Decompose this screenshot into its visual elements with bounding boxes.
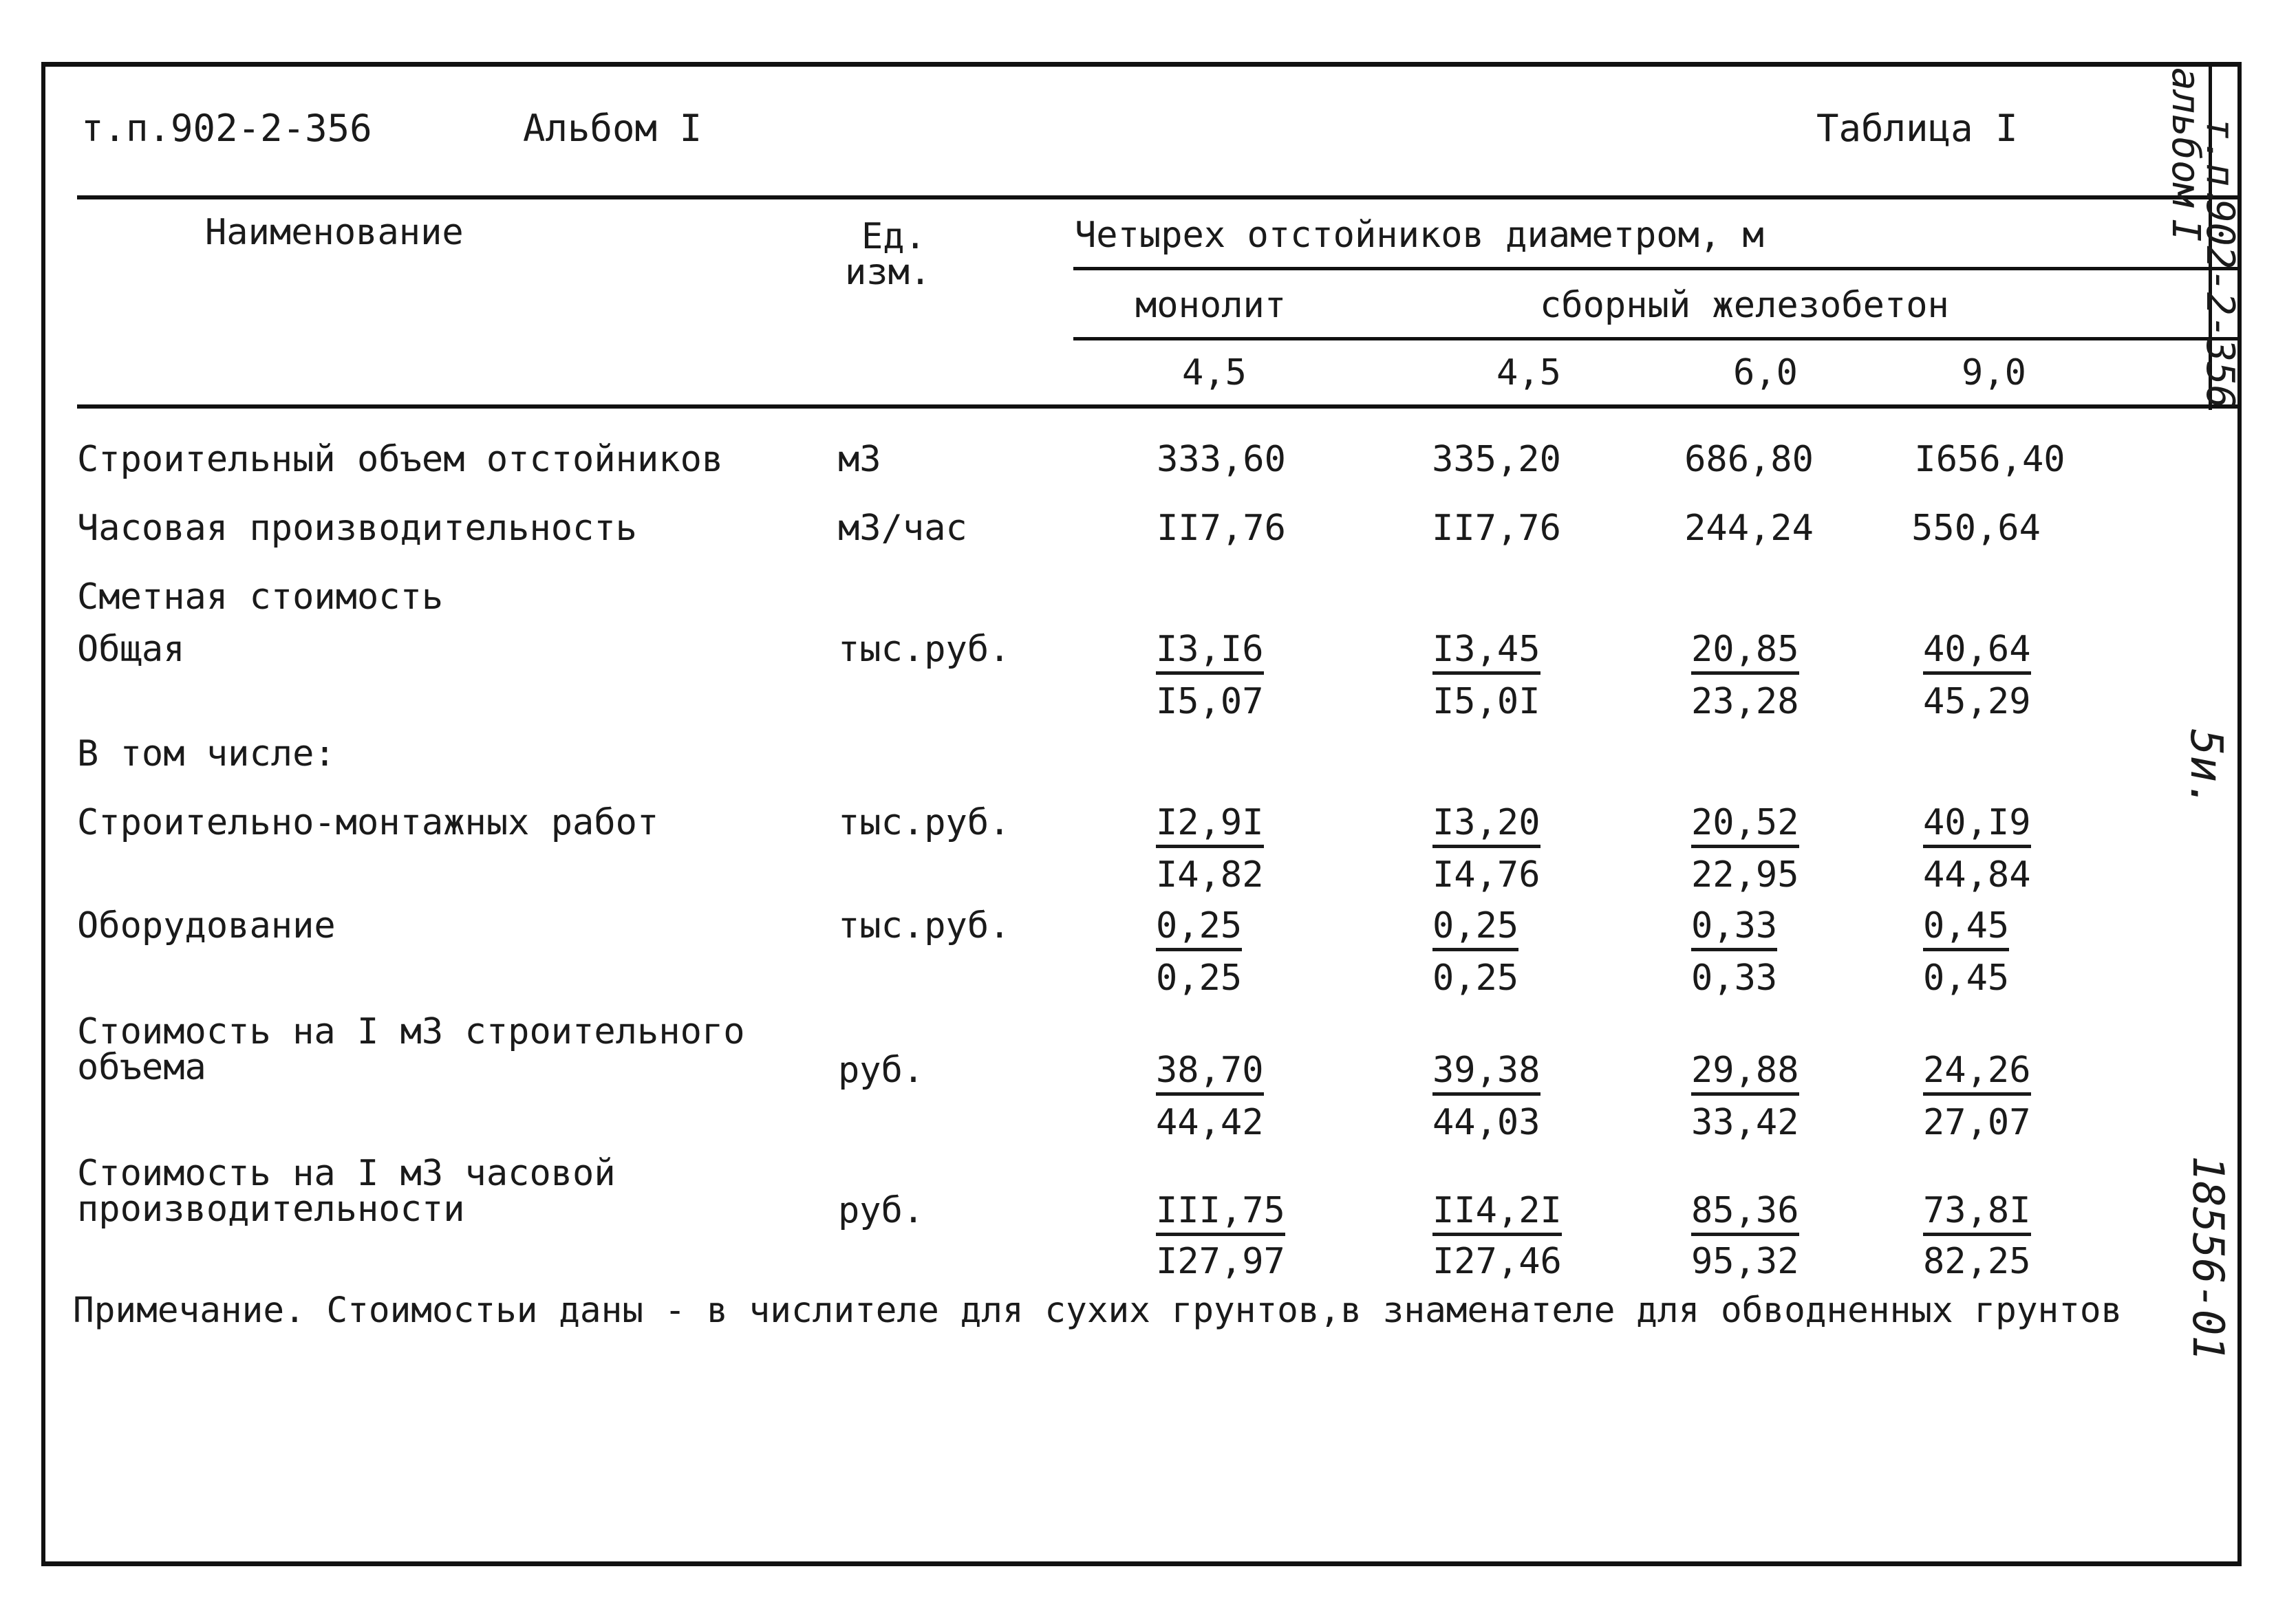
denominator-value: 44,42 — [1156, 1102, 1264, 1143]
numerator-value: 0,25 — [1432, 905, 1518, 951]
column-diameter-2: 4,5 — [1496, 352, 1561, 393]
denominator-value: 95,32 — [1691, 1241, 1799, 1282]
denominator-value: 44,84 — [1923, 854, 2031, 896]
row-per-hourly-unit: руб. — [838, 1190, 925, 1231]
table-cell — [1923, 1190, 2031, 1231]
stamp-album-number: I — [2163, 219, 2208, 242]
numerator-value: III,75 — [1156, 1190, 1285, 1236]
stamp-doc-code: 902-2-356 — [2198, 199, 2242, 409]
table-cell — [1923, 905, 2010, 946]
column-diameter-1: 4,5 — [1182, 352, 1247, 393]
numerator-value: 40,64 — [1923, 629, 2031, 675]
numerator-value: II4,2I — [1432, 1190, 1562, 1236]
numerator-value: 20,52 — [1691, 802, 1799, 848]
group-rule — [1073, 267, 2237, 270]
column-diameter-4: 9,0 — [1962, 352, 2026, 393]
numerator-value: I3,45 — [1432, 629, 1540, 675]
album-label: Альбом I — [523, 107, 702, 150]
table-cell — [1156, 905, 1243, 946]
table-cell — [1691, 629, 1799, 670]
table-cell: II7,76 — [1157, 508, 1286, 549]
header-top-rule — [77, 195, 2237, 199]
table-cell — [1156, 802, 1264, 843]
table-cell — [1156, 1050, 1264, 1091]
numerator-value: I2,9I — [1156, 802, 1264, 848]
numerator-value: 0,25 — [1156, 905, 1242, 951]
table-cell: 335,20 — [1432, 439, 1561, 480]
row-construction-unit: тыс.руб. — [838, 802, 1011, 843]
numerator-value: 20,85 — [1691, 629, 1799, 675]
column-diameter-3: 6,0 — [1733, 352, 1798, 393]
numerator-value: 29,88 — [1691, 1050, 1799, 1096]
row-per-volume-name-1: Стоимость на I м3 строительного — [77, 1011, 745, 1052]
column-name-header: Наименование — [205, 212, 464, 253]
row-construction-name: Строительно-монтажных работ — [77, 802, 659, 843]
denominator-value: 82,25 — [1923, 1241, 2031, 1282]
table-cell — [1432, 802, 1540, 843]
table-cell — [1432, 629, 1540, 670]
table-note: Примечание. Стоимостьи даны - в числителе для сухих грунтов,в знаменателе для обводненных грунтов — [73, 1290, 2123, 1331]
denominator-value: I4,76 — [1432, 854, 1540, 896]
table-cell — [1691, 1050, 1799, 1091]
denominator-value: 22,95 — [1691, 854, 1799, 896]
inventory-number: 18556-01 — [2183, 1156, 2233, 1361]
column-monolith-header: монолит — [1135, 285, 1287, 326]
numerator-value: 85,36 — [1691, 1190, 1799, 1236]
header-bottom-rule — [77, 404, 2237, 409]
denominator-value: 23,28 — [1691, 681, 1799, 722]
table-cell — [1156, 629, 1264, 670]
denominator-value: I27,46 — [1432, 1241, 1562, 1282]
numerator-value: I3,20 — [1432, 802, 1540, 848]
row-per-hourly-name-2: производительности — [77, 1189, 465, 1230]
table-cell: 333,60 — [1157, 439, 1286, 480]
row-equipment-name: Оборудование — [77, 905, 336, 946]
table-cell: 244,24 — [1684, 508, 1814, 549]
sheet-number: 5и. — [2180, 729, 2231, 809]
numerator-value: 0,33 — [1691, 905, 1777, 951]
numerator-value: 38,70 — [1156, 1050, 1264, 1096]
row-equipment-unit: тыс.руб. — [838, 905, 1011, 946]
table-cell: I656,40 — [1914, 439, 2065, 480]
denominator-value: 0,25 — [1432, 957, 1519, 999]
denominator-value: 45,29 — [1923, 681, 2031, 722]
table-cell — [1156, 1190, 1285, 1231]
table-cell — [1923, 1050, 2031, 1091]
column-unit-header-2: изм. — [845, 252, 932, 293]
table-cell — [1923, 629, 2031, 670]
denominator-value: I5,07 — [1156, 681, 1264, 722]
denominator-value: 0,33 — [1691, 957, 1778, 999]
table-cell — [1432, 1190, 1562, 1231]
table-cell — [1691, 802, 1799, 843]
stamp-doc-prefix: т.п. — [2198, 117, 2242, 210]
row-per-hourly-name-1: Стоимость на I м3 часовой — [77, 1153, 616, 1194]
denominator-value: I27,97 — [1156, 1241, 1285, 1282]
numerator-value: 40,I9 — [1923, 802, 2031, 848]
column-precast-header: сборный железобетон — [1540, 285, 1949, 326]
denominator-value: 44,03 — [1432, 1102, 1540, 1143]
numerator-value: 73,8I — [1923, 1190, 2031, 1236]
denominator-value: 27,07 — [1923, 1102, 2031, 1143]
doc-code: т.п.902-2-356 — [81, 107, 372, 150]
row-hourly-name: Часовая производительность — [77, 508, 637, 549]
table-cell: II7,76 — [1432, 508, 1561, 549]
row-hourly-unit: м3/час — [838, 508, 967, 549]
denominator-value: I4,82 — [1156, 854, 1264, 896]
table-cell — [1432, 905, 1519, 946]
table-cell — [1923, 802, 2031, 843]
diameter-rule — [1073, 337, 2237, 340]
row-volume-unit: м3 — [838, 439, 881, 480]
row-per-volume-unit: руб. — [838, 1050, 925, 1091]
numerator-value: 39,38 — [1432, 1050, 1540, 1096]
table-cell: 550,64 — [1911, 508, 2041, 549]
column-group-header: Четырех отстойников диаметром, м — [1075, 215, 1764, 256]
row-volume-name: Строительный объем отстойников — [77, 439, 724, 480]
numerator-value: 24,26 — [1923, 1050, 2031, 1096]
denominator-value: 0,25 — [1156, 957, 1243, 999]
table-cell — [1432, 1050, 1540, 1091]
denominator-value: 0,45 — [1923, 957, 2010, 999]
denominator-value: 33,42 — [1691, 1102, 1799, 1143]
table-cell — [1691, 1190, 1799, 1231]
column-unit-header-1: Ед. — [861, 216, 926, 257]
row-estimate-title: Сметная стоимость — [77, 576, 444, 618]
denominator-value: I5,0I — [1432, 681, 1540, 722]
table-label: Таблица I — [1816, 107, 2018, 150]
numerator-value: 0,45 — [1923, 905, 2009, 951]
row-total-unit: тыс.руб. — [838, 629, 1011, 670]
numerator-value: I3,I6 — [1156, 629, 1264, 675]
row-including-title: В том числе: — [77, 733, 336, 775]
table-cell — [1691, 905, 1778, 946]
row-per-volume-name-2: объема — [77, 1047, 206, 1088]
stamp-album-word: альбом — [2163, 67, 2208, 207]
row-total-name: Общая — [77, 629, 185, 670]
table-cell: 686,80 — [1684, 439, 1814, 480]
